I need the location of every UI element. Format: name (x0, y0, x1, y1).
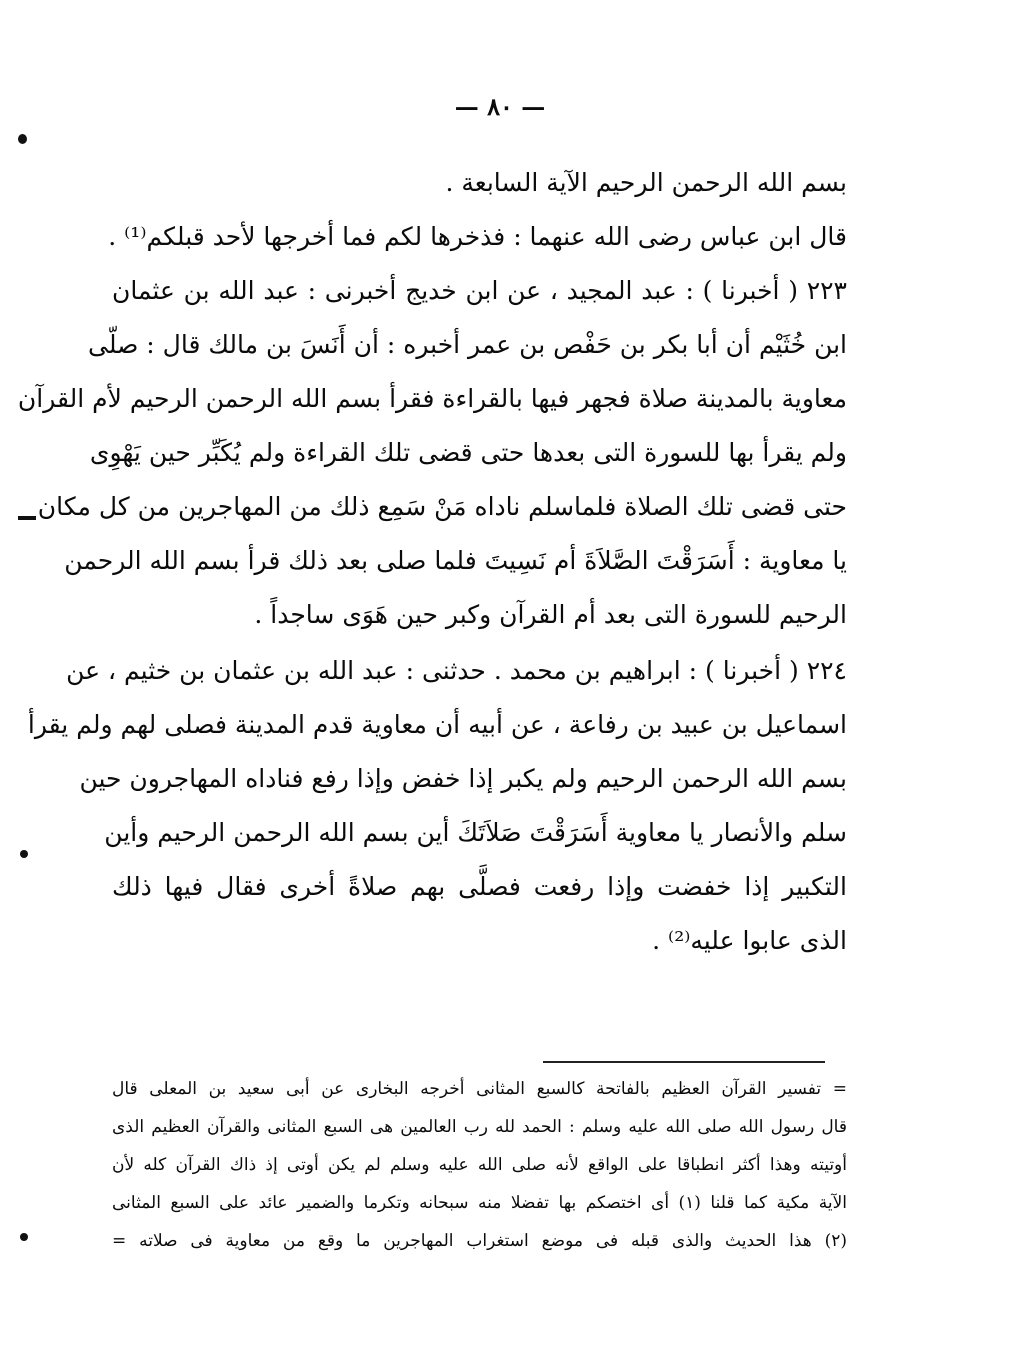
text-line: ولم يقرأ بها للسورة التى بعدها حتى قضى تلك القراءة ولم يُكَبِّر حين يَهْوِى (89, 438, 847, 467)
footnote-line: (٢) هذا الحديث والذى قبله فى موضع استغراب المهاجرين ما وقع من معاوية فى صلاته = (112, 1231, 847, 1251)
text-line: الذى عابوا عليه⁽²⁾ . (652, 926, 847, 955)
text-line: معاوية بالمدينة صلاة فجهر فيها بالقراءة فقرأ بسم الله الرحمن الرحيم لأم القرآن (17, 384, 847, 413)
text-line: بسم الله الرحمن الرحيم الآية السابعة . (445, 168, 847, 197)
footnote-line: = تفسير القرآن العظيم بالفاتحة كالسبع المثانى أخرجه البخارى عن أبى سعيد بن المعلى قال (112, 1079, 847, 1099)
footnote-line: قال رسول الله صلى الله عليه وسلم : الحمد لله رب العالمين هى السبع المثانى والقرآن العظيم الذى (112, 1117, 847, 1137)
text-line: حتى قضى تلك الصلاة فلماسلم ناداه مَنْ سَمِع ذلك من المهاجرين من كل مكان (37, 492, 847, 521)
text-line: بسم الله الرحمن الرحيم ولم يكبر إذا خفض وإذا رفع فناداه المهاجرون حين (79, 764, 847, 793)
text-line: قال ابن عباس رضى الله عنهما : فذخرها لكم فما أخرجها لأحد قبلكم⁽¹⁾ . (108, 222, 847, 251)
scan-dot-lower (20, 850, 28, 858)
scan-dot-bottom (20, 1233, 28, 1241)
text-line: يا معاوية : أَسَرَقْتَ الصَّلاَةَ أم نَسِيتَ فلما صلى بعد ذلك قرأ بسم الله الرحمن (64, 546, 847, 575)
text-line: ابن خُثَيْم أن أبا بكر بن حَفْص بن عمر أخبره : أن أَنَسَ بن مالك قال : صلّى (88, 330, 847, 359)
footnotes (112, 1070, 847, 1260)
text-line: الرحيم للسورة التى بعد أم القرآن وكبر حين هَوَى ساجداً . (254, 600, 847, 629)
footnote-line: أوتيته وهذا أكثر انطباقا على الواقع لأنه صلى الله عليه وسلم لم يكن أوتى إذ ذاك القرآن كله لأن (112, 1155, 847, 1175)
text-line: اسماعيل بن عبيد بن رفاعة ، عن أبيه أن معاوية قدم المدينة فصلى لهم ولم يقرأ (27, 710, 847, 739)
scan-dot-top (18, 134, 27, 144)
body-text (17, 156, 847, 968)
text-line: التكبير إذا خفضت وإذا رفعت فصلَّى بهم صلاةً أخرى فقال فيها ذلك (112, 872, 847, 901)
text-line: ٢٢٣ ( أخبرنا ) : عبد المجيد ، عن ابن خديج أخبرنى : عبد الله بن عثمان (112, 276, 847, 305)
page-number: — ٨٠ — (454, 92, 546, 121)
text-line: ٢٢٤ ( أخبرنا ) : ابراهيم بن محمد . حدثنى : عبد الله بن عثمان بن خثيم ، عن (66, 656, 847, 685)
text-line: سلم والأنصار يا معاوية أَسَرَقْتَ صَلاَتَكَ أين بسم الله الرحمن الرحيم وأين (104, 818, 847, 847)
scan-dash-middle (18, 516, 36, 520)
footnote-separator (543, 1061, 825, 1063)
footnote-line: الآية مكية كما قلنا (١) أى اختصكم بها تفضلا منه سبحانه وتكرما والضمير عائد على السبع المثانى (112, 1193, 847, 1213)
